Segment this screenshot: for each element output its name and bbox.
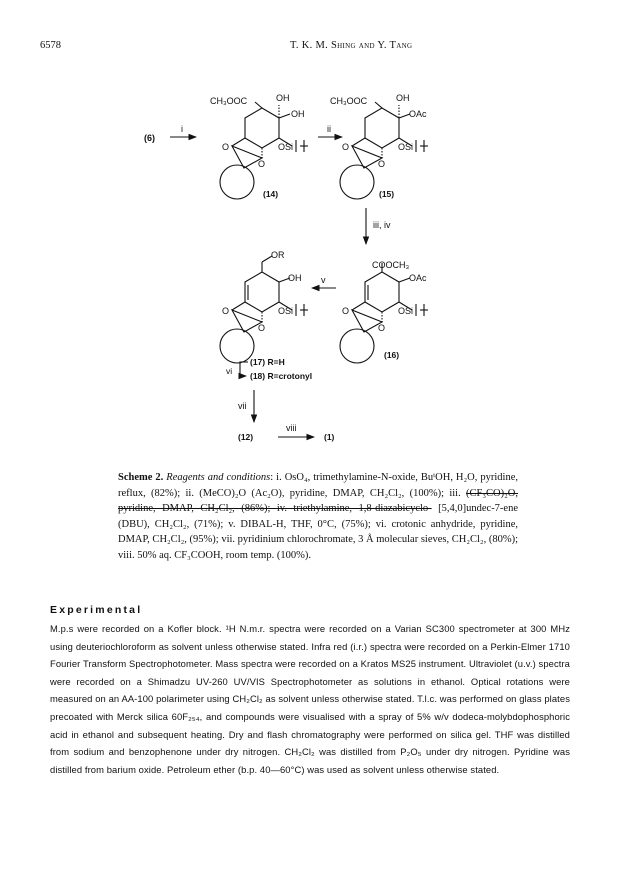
step-vii-label: vii [238, 401, 247, 411]
caption-struck-text: (CF₃CO)₂O, pyridine, DMAP, CH₂Cl₂, (86%); iv. triethylamine, 1,8-diazabicyclo- [118, 487, 518, 514]
experimental-paragraph: M.p.s were recorded on a Kofler block. ¹H N.m.r. spectra were recorded on a Varian SC300 spectrometer at 300 MHz using deuteriochloroform as solvent unless otherwise stated. Infra red (i.r.) spectra were recorded on a Perkin-Elmer 1710 Fourier Transform Spectrophotometer. Mass spectra were recorded on a Kratos MS25 instrument. Ultraviolet (u.v.) spectra were recorded on a Shimadzu UV-260 UV/VIS Spectrophotometer as solutions in ethanol. Optical rotations were measured on an AA-100 polarimeter using CH₂Cl₂ as solvent unless otherwise stated. T.l.c. was performed on glass plates precoated with Merck silica 60F₂₅₄, and compounds were visualised with a spray of 5% w/v dodeca-molybdophosphoric acid in ethanol and subsequent heating. Dry and flash chromatography were performed on silica gel. THF was distilled from sodium and benzophenone under dry nitrogen. CH₂Cl₂ was distilled from P₂O₅ under dry nitrogen. Pyridine was distilled from barium oxide. Petroleum ether (b.p. 40—60°C) was used as solvent unless otherwise stated. [50, 623, 570, 775]
running-authors: T. K. M. Shing and Y. Tang [290, 40, 413, 51]
oh-label: OH [396, 93, 410, 103]
o-label: O [342, 306, 350, 316]
step-v-label: v [321, 275, 326, 285]
compound-18-label: (18) R=crotonyl [250, 371, 313, 381]
oac-label: OAc [409, 109, 427, 119]
scheme-caption [118, 470, 518, 563]
or-label: OR [271, 250, 285, 260]
ester-label: CH₃OOC [210, 96, 248, 106]
o-label: O [258, 159, 266, 169]
compound-17-label: (17) R=H [250, 357, 285, 367]
scheme-label: Scheme 2. [118, 472, 164, 483]
compound-15-label: (15) [379, 189, 395, 199]
osi-label: OSi [398, 142, 414, 152]
compound-16-label: (16) [384, 350, 400, 360]
oh-label: OH [276, 93, 290, 103]
oac-label: OAc [409, 273, 427, 283]
osi-label: OSi [278, 306, 294, 316]
section-heading-experimental: Experimental [50, 604, 143, 616]
caption-conditions-part2: [5,4,0]undec-7-ene (DBU), CH₂Cl₂, (71%); v. DIBAL-H, THF, 0°C, (75%); vi. crotonic anhydride, pyridine, DMAP, CH₂Cl₂, (95%); vii. pyridinium chlorochromate, 3 Å molecular sieves, CH₂Cl₂, (80%); viii. 50% aq. CF₃COOH, room temp. (100%). [118, 503, 519, 561]
step-vi-label: vi [226, 366, 233, 376]
conditions-title: Reagents and conditions [166, 472, 271, 483]
compound-17-18 [220, 250, 312, 381]
page-number: 6578 [40, 40, 61, 51]
osi-label: OSi [398, 306, 414, 316]
cooch3-label: COOCH₃ [372, 260, 410, 270]
compound-14 [210, 93, 308, 199]
step-viii-label: viii [286, 423, 297, 433]
osi-label: OSi [278, 142, 294, 152]
compound-14-label: (14) [263, 189, 279, 199]
o-label: O [378, 323, 386, 333]
compound-12-label: (12) [238, 432, 254, 442]
o-label: O [378, 159, 386, 169]
o-label: O [258, 323, 266, 333]
step-ii-label: ii [327, 124, 331, 134]
caption-conditions-part1: : i. OsO₄, trimethylamine-N-oxide, BuᵗOH, H₂O, pyridine, reflux, (82%); ii. (MeCO)₂O (Ac₂O), pyridine, DMAP, CH₂Cl₂, (100%); iii. [118, 472, 518, 499]
o-label: O [222, 306, 230, 316]
ester-label: CH₃OOC [330, 96, 368, 106]
compound-1-label: (1) [324, 432, 335, 442]
o-label: O [222, 142, 230, 152]
compound-6-label: (6) [144, 133, 155, 143]
oh-label: OH [291, 109, 305, 119]
o-label: O [342, 142, 350, 152]
step-iii-iv-label: iii, iv [373, 220, 391, 230]
compound-15 [330, 93, 428, 199]
oh-label: OH [288, 273, 302, 283]
compound-16 [340, 260, 428, 363]
step-i-label: i [181, 124, 183, 134]
